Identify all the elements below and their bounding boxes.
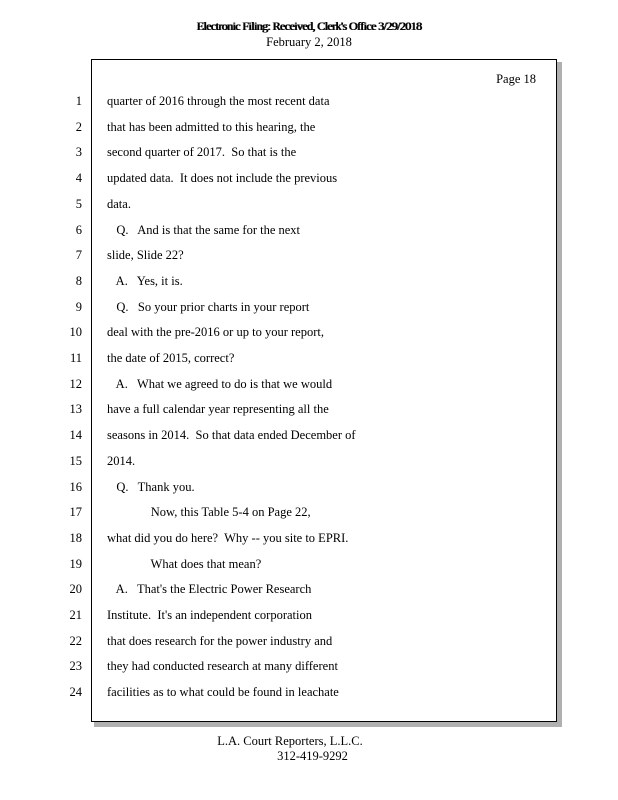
court-reporter-name: L.A. Court Reporters, L.L.C. <box>217 734 363 748</box>
line-text: the date of 2015, correct? <box>107 351 235 365</box>
line-number: 17 <box>69 505 82 519</box>
line-text: seasons in 2014. So that data ended December of <box>107 428 356 442</box>
line-text: that has been admitted to this hearing, the <box>107 120 316 134</box>
line-text: what did you do here? Why -- you site to EPRI. <box>107 531 349 545</box>
line-text: Q. Thank you. <box>107 480 195 494</box>
line-number: 9 <box>75 300 82 314</box>
line-text: facilities as to what could be found in leachate <box>107 685 339 699</box>
line-text: Institute. It's an independent corporation <box>107 608 312 622</box>
line-number: 23 <box>69 659 82 673</box>
line-text: second quarter of 2017. So that is the <box>107 145 297 159</box>
line-text: Now, this Table 5-4 on Page 22, <box>107 505 311 519</box>
line-number: 4 <box>75 171 82 185</box>
line-number: 1 <box>75 94 82 108</box>
line-text: What does that mean? <box>107 557 262 571</box>
line-number: 2 <box>75 120 82 134</box>
filing-stamp: Electronic Filing: Received, Clerk's Office 3/29/2018 <box>196 19 422 33</box>
line-number: 15 <box>69 454 82 468</box>
line-text: quarter of 2016 through the most recent data <box>107 94 330 108</box>
line-number: 13 <box>69 402 82 416</box>
line-text: Q. So your prior charts in your report <box>107 300 310 314</box>
line-number: 16 <box>69 480 82 494</box>
line-number: 7 <box>75 248 82 262</box>
line-number: 8 <box>75 274 82 288</box>
line-number: 22 <box>69 634 82 648</box>
line-text: that does research for the power industry and <box>107 634 333 648</box>
line-text: deal with the pre-2016 or up to your report, <box>107 325 324 339</box>
line-number: 6 <box>75 223 82 237</box>
line-number: 10 <box>69 325 82 339</box>
line-text: have a full calendar year representing all the <box>107 402 329 416</box>
line-number: 3 <box>75 145 82 159</box>
line-number: 5 <box>75 197 82 211</box>
line-text: slide, Slide 22? <box>107 248 184 262</box>
line-text: 2014. <box>107 454 136 468</box>
line-text: updated data. It does not include the previous <box>107 171 338 185</box>
line-text: A. What we agreed to do is that we would <box>107 377 333 391</box>
line-number: 14 <box>69 428 82 442</box>
line-text: A. Yes, it is. <box>107 274 183 288</box>
line-number: 11 <box>69 351 82 365</box>
line-number: 12 <box>69 377 82 391</box>
court-reporter-phone: 312-419-9292 <box>277 749 348 763</box>
line-number: 21 <box>69 608 82 622</box>
line-text: Q. And is that the same for the next <box>107 223 301 237</box>
page-number: Page 18 <box>496 72 536 86</box>
line-number: 24 <box>69 685 82 699</box>
line-number: 18 <box>69 531 82 545</box>
line-number: 19 <box>69 557 82 571</box>
line-number: 20 <box>69 582 82 596</box>
hearing-date: February 2, 2018 <box>266 35 352 49</box>
line-text: data. <box>107 197 131 211</box>
line-text: A. That's the Electric Power Research <box>107 582 312 596</box>
line-text: they had conducted research at many different <box>107 659 338 673</box>
